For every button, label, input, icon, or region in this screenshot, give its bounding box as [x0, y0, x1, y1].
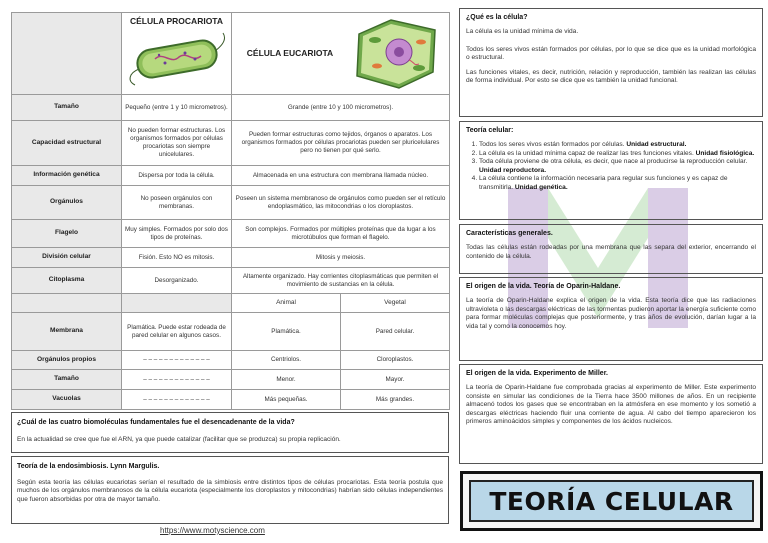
list-item: 1. Todos los seres vivos están formados por células. Unidad estructural. — [479, 141, 756, 150]
header-prokaryote — [122, 13, 232, 95]
cell-eukaryote-structural: Pueden formar estructuras como tejidos, órganos o aparatos. Los organismos formados por células procariotas pueden ser pluricelulares pero no tienen por qué serlo. — [232, 121, 450, 166]
row-label-membrane: Membrana — [12, 313, 122, 351]
cell-prokaryote-organelles: No poseen orgánulos con membranas. — [122, 186, 232, 220]
cell-eukaryote-cytoplasm: Altamente organizado. Hay corrientes citoplasmáticas que permiten el movimiento de sustancias en la célula. — [232, 268, 450, 294]
cell-prokaryote-vacuoles: – – – – – – – – – – – – – — [122, 390, 232, 410]
subheader-vegetal: Vegetal — [341, 294, 450, 313]
cell-vegetal-vacuoles: Más grandes. — [341, 390, 450, 410]
header-prokaryote-title: CÉLULA PROCARIOTA — [129, 16, 224, 26]
row-label-size-2: Tamaño — [12, 370, 122, 390]
header-eukaryote — [232, 13, 450, 95]
cell-theory-box — [459, 121, 763, 220]
oparin-box — [459, 277, 763, 361]
cell-prokaryote-size: Pequeño (entre 1 y 10 micrometros). — [122, 95, 232, 121]
answer-text: En la actualidad se cree que fue el ARN, ya que puede catalizar (facilitar que se produzca) su propia replicación. — [17, 436, 341, 443]
cell-prokaryote-own-organelles: – – – – – – – – – – – – – — [122, 351, 232, 370]
table-corner-cell — [12, 13, 122, 95]
row-label-vacuoles: Vacuolas — [12, 390, 122, 410]
cell-animal-size: Menor. — [232, 370, 341, 390]
list-item: 2. La célula es la unidad mínima capaz de realizar las tres funciones vitales. Unidad fisiológica. — [479, 150, 756, 159]
what-is-cell-title: ¿Qué es la célula? — [466, 14, 528, 21]
miller-title: El origen de la vida. Experimento de Miller. — [466, 370, 608, 377]
cell-eukaryote-organelles: Poseen un sistema membranoso de orgánulos como pueden ser el retículo endoplasmático, las mitocondrias o los cloroplastos. — [232, 186, 450, 220]
question-text: ¿Cuál de las cuatro biomoléculas fundamentales fue el desencadenante de la vida? — [17, 419, 295, 426]
cell-vegetal-membrane: Pared celular. — [341, 313, 450, 351]
cell-eukaryote-division: Mitosis y meiosis. — [232, 248, 450, 268]
endosymbiosis-text: Según esta teoría las células eucariotas serían el resultado de la simbiosis entre distintos tipos de células procariotas. Esta teoría postula que muchos de los orgánulos membranosos de la célula eucariota (especialmente los cloroplastos y mitocondrias) habrían sido células independientes que fueron absorbidas por otra de mayor tamaño. — [17, 479, 443, 503]
cell-eukaryote-flagellum: Son complejos. Formados por múltiples proteínas que da lugar a los microtúbulos que forman el flagelo. — [232, 220, 450, 248]
cell-theory-list — [466, 141, 756, 192]
eukaryote-cell-illustration — [351, 16, 441, 92]
cell-prokaryote-division: Fisión. Esto NO es mitosis. — [122, 248, 232, 268]
what-is-cell-box — [459, 8, 763, 117]
endosymbiosis-title: Teoría de la endosimbiosis. Lynn Margulis. — [17, 463, 160, 470]
row-label-cytoplasm: Citoplasma — [12, 268, 122, 294]
cell-theory-title: Teoría celular: — [466, 127, 514, 134]
cell-animal-membrane: Plamática. — [232, 313, 341, 351]
cell-prokaryote-flagellum: Muy simples. Formados por solo dos tipos de proteínas. — [122, 220, 232, 248]
cell-vegetal-size: Mayor. — [341, 370, 450, 390]
banner-title: TEORÍA CELULAR — [489, 486, 734, 516]
what-is-cell-p3: Las funciones vitales, es decir, nutrición, relación y reproducción, también las realizan las células de forma individual. Por esto se dice que es también la unidad funcional. — [466, 68, 756, 85]
cell-eukaryote-genetic: Almacenada en una estructura con membrana llamada núcleo. — [232, 166, 450, 186]
cell-prokaryote-size-2: – – – – – – – – – – – – – — [122, 370, 232, 390]
list-item: 4. La célula contiene la información necesaria para regular sus funciones y es capaz de transmitirla. Unidad genética. — [479, 175, 756, 192]
prokaryote-cell-illustration — [125, 29, 229, 89]
row-label-own-organelles: Orgánulos propios — [12, 351, 122, 370]
miller-text: La teoría de Oparin-Haldane fue comprobada gracias al experimento de Miller. Este experimento consiste en simular las condiciones de la Tierra hace 3500 millones de años. En un recipiente almacenó todos los gases que se encontraban en la atmósfera en ese momento y los sometió a descargas eléctricas haciendo fluir una corriente de agua. Al cabo del tiempo aparecieron los primeros aminoácidos simples y componentes de los ácidos nucleicos. — [466, 384, 756, 426]
title-banner — [460, 471, 763, 531]
endosymbiosis-box — [11, 456, 449, 524]
general-characteristics-box — [459, 224, 763, 274]
row-label-cell-division: División celular — [12, 248, 122, 268]
miller-box — [459, 364, 763, 464]
header-eukaryote-title: CÉLULA EUCARIOTA — [246, 48, 334, 59]
row-label-flagellum: Flagelo — [12, 220, 122, 248]
subheader-blank-prokaryote — [122, 294, 232, 313]
cell-prokaryote-structural: No pueden formar estructuras. Los organismos formados por células procariotas son siempre unicelulares. — [122, 121, 232, 166]
cell-prokaryote-genetic: Dispersa por toda la célula. — [122, 166, 232, 186]
general-characteristics-text: Todas las células están rodeadas por una membrana que las separa del exterior, encerrando el contenido de la célula. — [466, 244, 756, 260]
oparin-title: El origen de la vida. Teoría de Oparin-Haldane. — [466, 283, 621, 290]
title-banner-inner — [469, 480, 754, 522]
general-characteristics-title: Características generales. — [466, 230, 553, 237]
cell-prokaryote-cytoplasm: Desorganizado. — [122, 268, 232, 294]
row-label-structural-capacity: Capacidad estructural — [12, 121, 122, 166]
row-label-organelles: Orgánulos — [12, 186, 122, 220]
row-label-genetic-info: Información genética — [12, 166, 122, 186]
list-item: 3. Toda célula proviene de otra célula, es decir, que nace al producirse la reproducción celular. Unidad reproductora. — [479, 158, 756, 175]
cell-animal-vacuoles: Más pequeñas. — [232, 390, 341, 410]
comparison-table — [11, 12, 450, 410]
cell-vegetal-own-organelles: Cloroplastos. — [341, 351, 450, 370]
row-label-size: Tamaño — [12, 95, 122, 121]
subheader-blank-label — [12, 294, 122, 313]
website-link[interactable]: https://www.motyscience.com — [160, 526, 265, 535]
cell-eukaryote-size: Grande (entre 10 y 100 micrometros). — [232, 95, 450, 121]
cell-prokaryote-membrane: Plamática. Puede estar rodeada de pared celular en algunos casos. — [122, 313, 232, 351]
oparin-text: La teoría de Oparin-Haldane explica el origen de la vida. Esta teoría dice que las radiaciones ultravioleta o las descargas eléctricas de las tormentas pudieron aportar la energía suficiente como para formar moléculas complejas que posteriormente, y tras años de evolución, darían lugar a la vida tal y como la conocemos hoy. — [466, 297, 756, 330]
subheader-animal: Animal — [232, 294, 341, 313]
question-box — [11, 412, 449, 453]
cell-animal-own-organelles: Centriolos. — [232, 351, 341, 370]
what-is-cell-p2: Todos los seres vivos están formados por células, por lo que se dice que es la unidad morfológica o estructural. — [466, 45, 756, 62]
what-is-cell-p1: La célula es la unidad mínima de vida. — [466, 28, 579, 35]
